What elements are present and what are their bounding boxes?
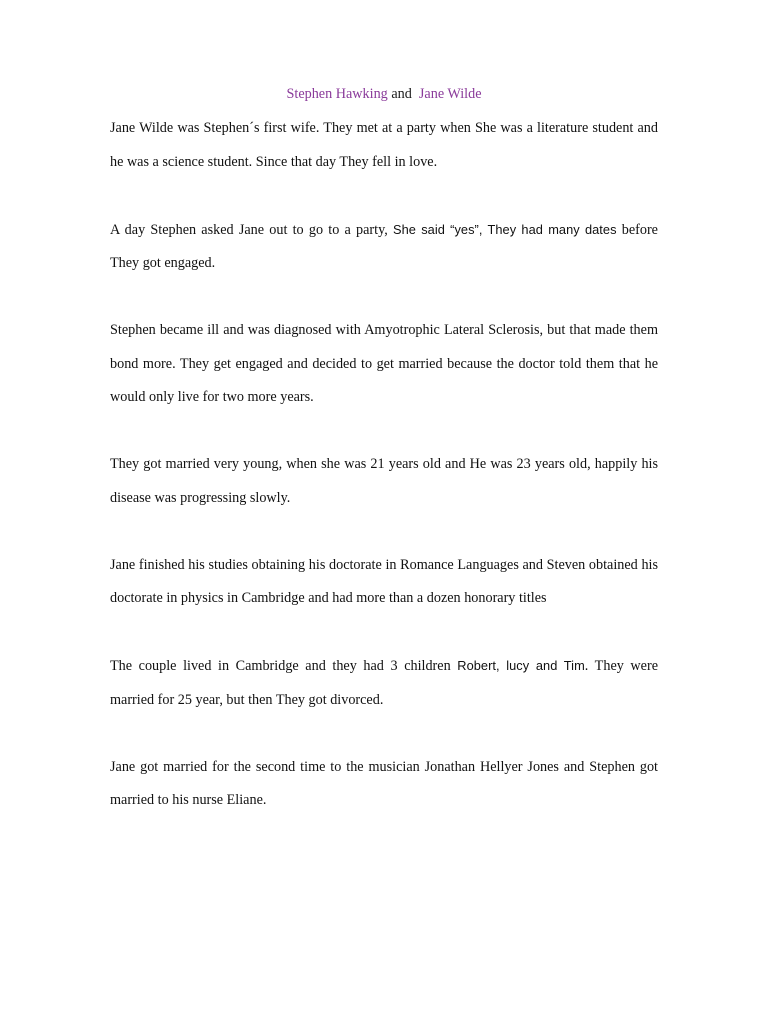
paragraph-children-part-1: The couple lived in Cambridge and they had 3 children bbox=[110, 658, 458, 674]
paragraph-first-date-part-3: before They got engaged. bbox=[110, 221, 658, 271]
paragraph-first-wife: Jane Wilde was Stephen´s first wife. They met at a party when She was a literature student and he was a science student. Since that day They fell in love. bbox=[110, 120, 658, 170]
paragraph-first-date-part-1: A day Stephen asked Jane out to go to a party, bbox=[110, 221, 394, 238]
paragraph-marriage: They got married very young, when she was 21 years old and He was 23 years old, happily his disease was progressing slowly. bbox=[110, 456, 658, 506]
document-title bbox=[0, 86, 768, 103]
paragraph-children bbox=[110, 649, 658, 717]
paragraph-children-names: Robert, lucy and Tim bbox=[457, 658, 585, 673]
paragraph-diagnosis: Stephen became ill and was diagnosed with Amyotrophic Lateral Sclerosis, but that made them bond more. They get engaged and decided to get married because the doctor told them that he would only live for two more years. bbox=[110, 322, 658, 405]
title-conjunction: and bbox=[387, 86, 419, 102]
document-body bbox=[110, 112, 658, 851]
paragraph-first-date-part-2: She said “yes”, They had many dates bbox=[393, 221, 617, 237]
paragraph-children-part-3: . They were married for 25 year, but then They got divorced. bbox=[110, 658, 658, 708]
title-name-stephen: Stephen Hawking bbox=[286, 86, 388, 102]
paragraph-second-marriages: Jane got married for the second time to the musician Jonathan Hellyer Jones and Stephen got married to his nurse Eliane. bbox=[110, 758, 658, 808]
title-name-jane: Jane Wilde bbox=[418, 86, 482, 102]
paragraph-doctorates: Jane finished his studies obtaining his doctorate in Romance Languages and Steven obtained his doctorate in physics in Cambridge and had more than a dozen honorary titles bbox=[110, 556, 658, 606]
paragraph-first-date bbox=[110, 213, 658, 281]
